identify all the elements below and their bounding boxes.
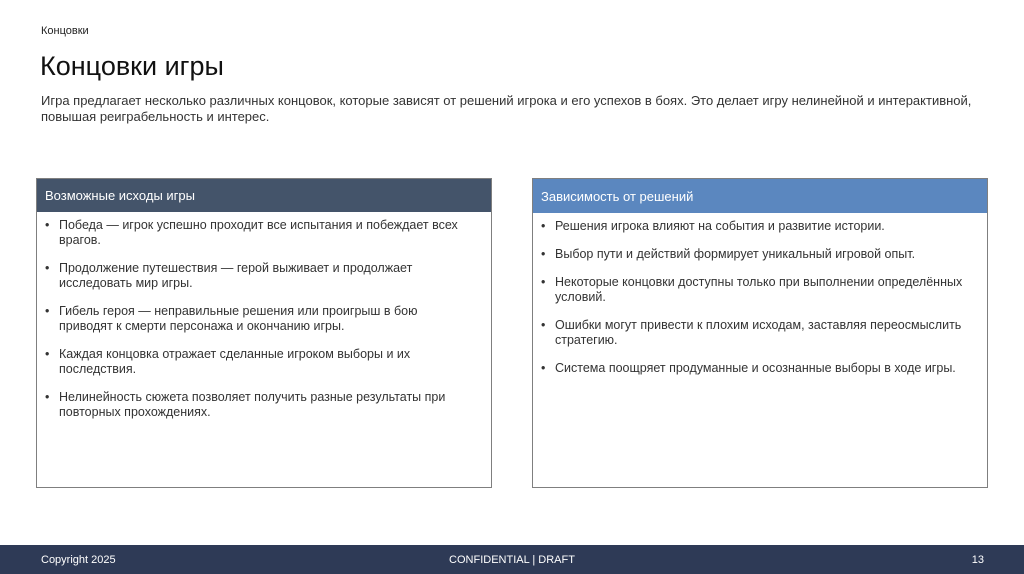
outcomes-list (37, 212, 491, 420)
list-item: • Некоторые концовки доступны только при выполнении определённых условий. (541, 275, 967, 305)
outcomes-card-header: Возможные исходы игры (37, 179, 491, 212)
intro-text: Игра предлагает несколько различных концовок, которые зависят от решений игрока и его успехов в боях. Это делает игру нелинейной и интерактивной, повышая реиграбельность и интерес. (41, 93, 972, 124)
decisions-card (532, 178, 988, 488)
list-item: • Каждая концовка отражает сделанные игроком выборы и их последствия. (45, 347, 471, 377)
list-item: • Продолжение путешествия — герой выживает и продолжает исследовать мир игры. (45, 261, 471, 291)
page-title: Концовки игры (40, 51, 224, 81)
list-item: • Ошибки могут привести к плохим исходам, заставляя переосмыслить стратегию. (541, 318, 967, 348)
decisions-card-header: Зависимость от решений (533, 179, 987, 213)
copyright-text: Copyright 2025 (41, 554, 116, 566)
footer (0, 545, 1024, 574)
list-item: • Победа — игрок успешно проходит все испытания и побеждает всех врагов. (45, 218, 471, 248)
page-number: 13 (971, 554, 984, 566)
decisions-list (533, 213, 987, 376)
list-item: • Гибель героя — неправильные решения или проигрыш в бою приводят к смерти персонажа и окончанию игры. (45, 304, 471, 334)
list-item: • Система поощряет продуманные и осознанные выборы в ходе игры. (541, 361, 967, 376)
breadcrumb: Концовки (41, 25, 89, 37)
list-item: • Решения игрока влияют на события и развитие истории. (541, 219, 967, 234)
list-item: • Выбор пути и действий формирует уникальный игровой опыт. (541, 247, 967, 262)
list-item: • Нелинейность сюжета позволяет получить разные результаты при повторных прохождениях. (45, 390, 471, 420)
outcomes-card (36, 178, 492, 488)
confidential-label: CONFIDENTIAL | DRAFT (449, 554, 575, 566)
